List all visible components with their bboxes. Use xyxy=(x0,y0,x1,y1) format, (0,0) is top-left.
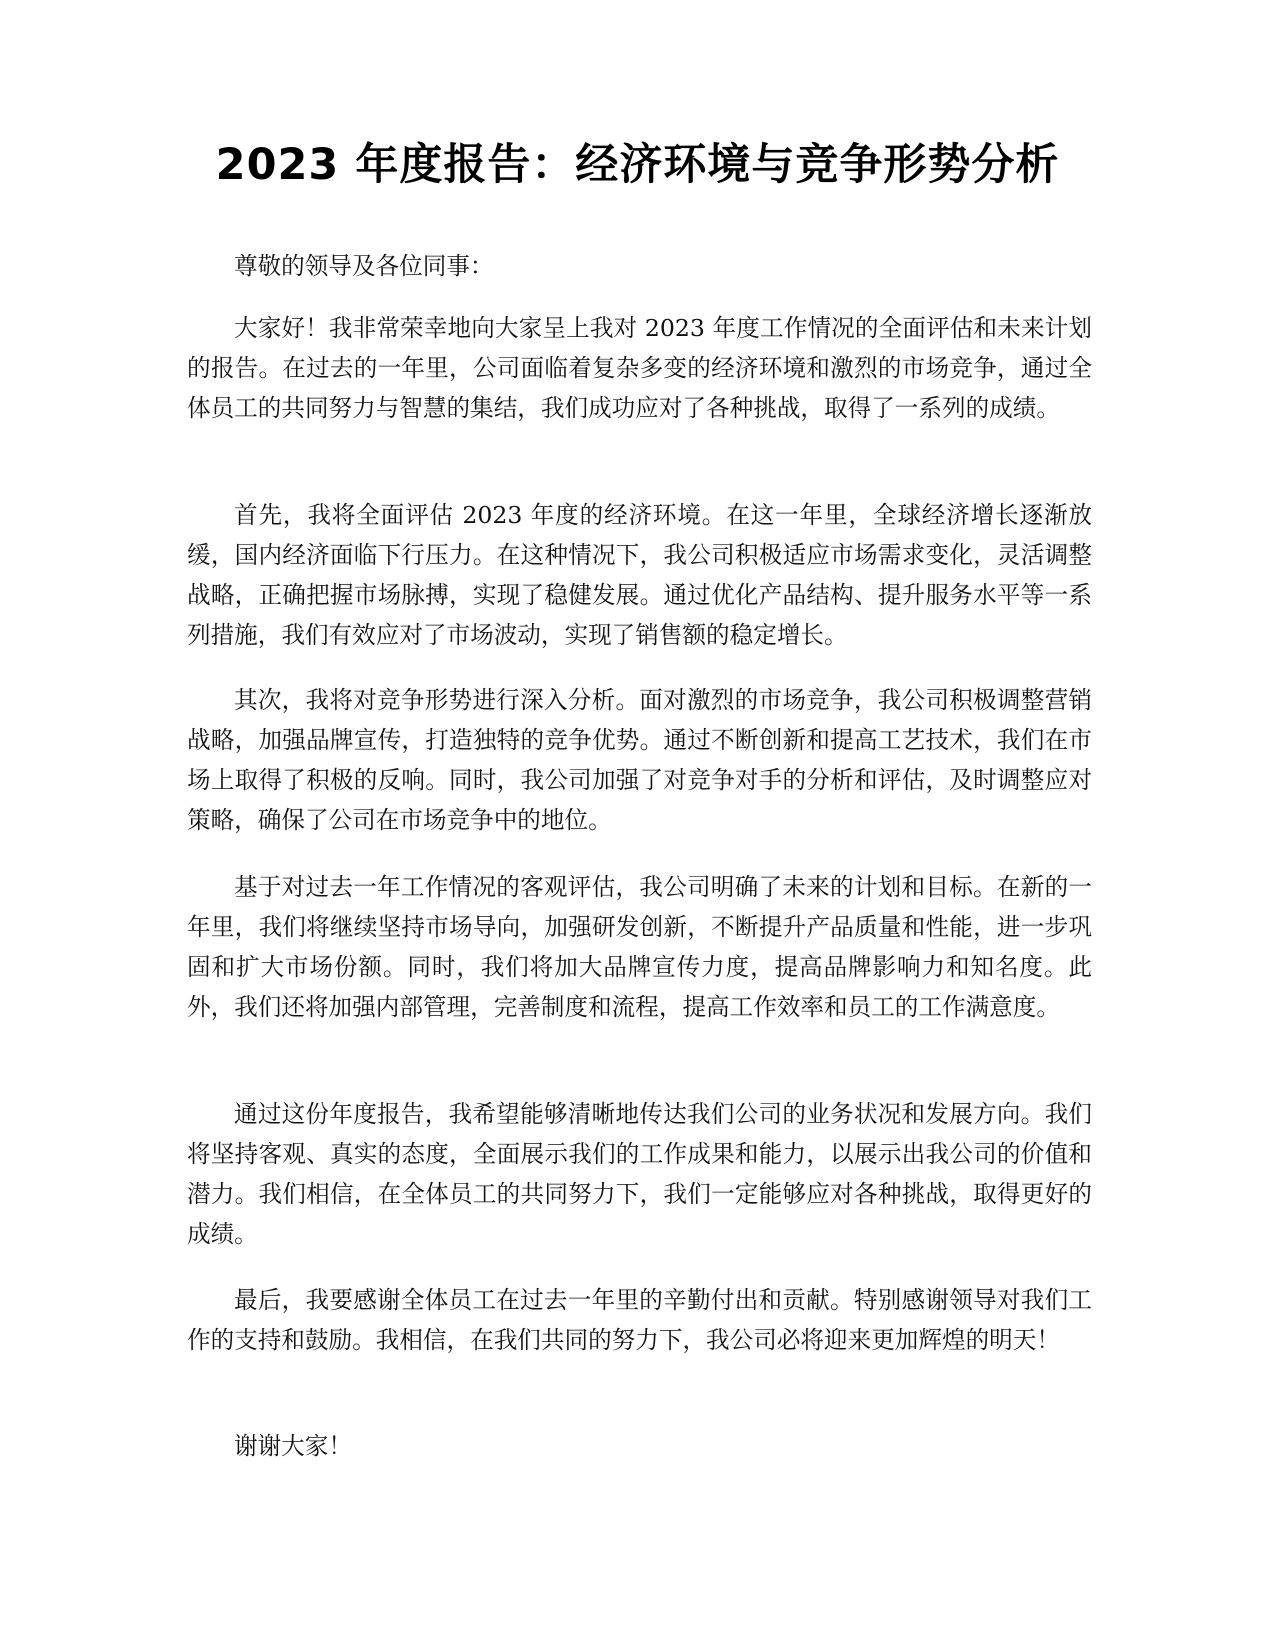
paragraph-thanks: 最后，我要感谢全体员工在过去一年里的辛勤付出和贡献。特别感谢领导对我们工作的支持和鼓励。我相信，在我们共同的努力下，我公司必将迎来更加辉煌的明天！ xyxy=(187,1286,1092,1354)
document-title: 2023 年度报告：经济环境与竞争形势分析 xyxy=(215,140,1060,190)
salutation: 尊敬的领导及各位同事： xyxy=(234,252,494,280)
paragraph-future-plans: 基于对过去一年工作情况的客观评估，我公司明确了未来的计划和目标。在新的一年里，我们将继续坚持市场导向，加强研发创新，不断提升产品质量和性能，进一步巩固和扩大市场份额。同时，我们将加大品牌宣传力度，提高品牌影响力和知名度。此外，我们还将加强内部管理，完善制度和流程，提高工作效率和员工的工作满意度。 xyxy=(187,873,1092,1021)
paragraph-economic-environment: 首先，我将全面评估 2023 年度的经济环境。在这一年里，全球经济增长逐渐放缓，国内经济面临下行压力。在这种情况下，我公司积极适应市场需求变化，灵活调整战略，正确把握市场脉搏，实现了稳健发展。通过优化产品结构、提升服务水平等一系列措施，我们有效应对了市场波动，实现了销售额的稳定增长。 xyxy=(187,501,1092,649)
paragraph-greeting: 大家好！我非常荣幸地向大家呈上我对 2023 年度工作情况的全面评估和未来计划的报告。在过去的一年里，公司面临着复杂多变的经济环境和激烈的市场竞争，通过全体员工的共同努力与智慧的集结，我们成功应对了各种挑战，取得了一系列的成绩。 xyxy=(187,314,1092,422)
paragraph-report-purpose: 通过这份年度报告，我希望能够清晰地传达我们公司的业务状况和发展方向。我们将坚持客观、真实的态度，全面展示我们的工作成果和能力，以展示出我公司的价值和潜力。我们相信，在全体员工的共同努力下，我们一定能够应对各种挑战，取得更好的成绩。 xyxy=(187,1100,1092,1248)
closing-remark: 谢谢大家！ xyxy=(234,1432,352,1460)
paragraph-competition-analysis: 其次，我将对竞争形势进行深入分析。面对激烈的市场竞争，我公司积极调整营销战略，加强品牌宣传，打造独特的竞争优势。通过不断创新和提高工艺技术，我们在市场上取得了积极的反响。同时，我公司加强了对竞争对手的分析和评估，及时调整应对策略，确保了公司在市场竞争中的地位。 xyxy=(187,686,1092,834)
